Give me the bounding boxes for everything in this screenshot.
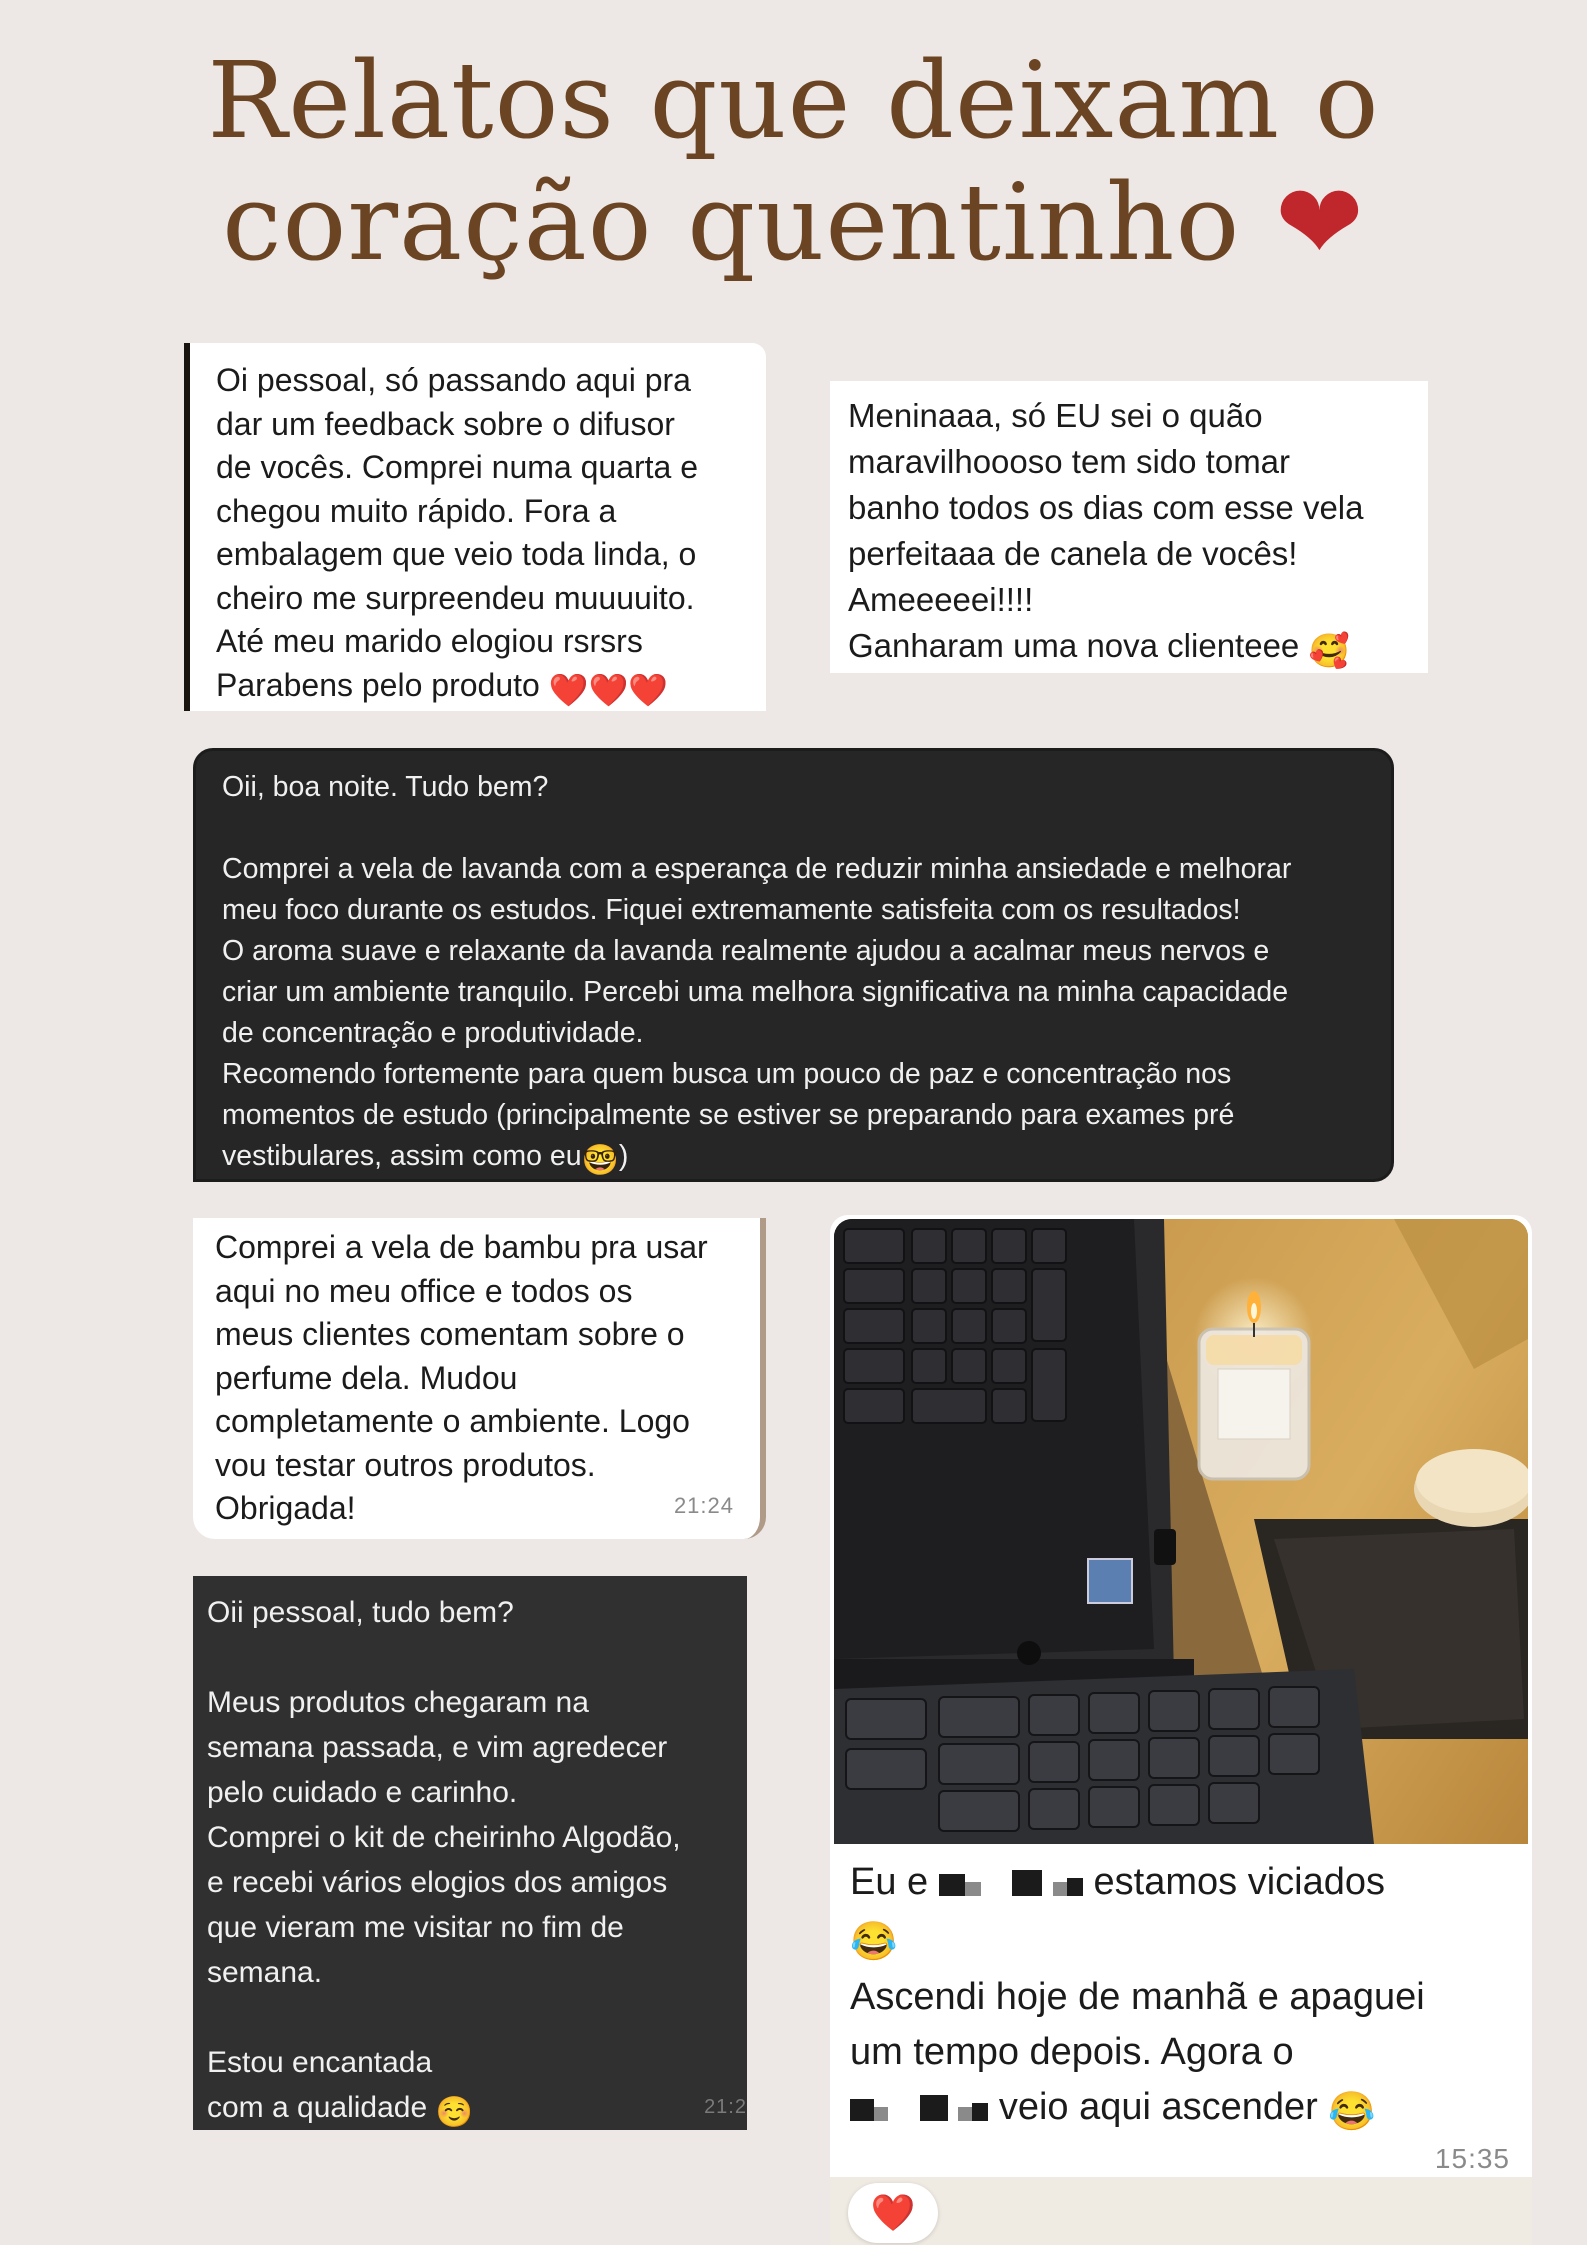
- title-line-2-text: coração quentinho: [222, 161, 1241, 284]
- testimonial-lavanda-close: ): [618, 1140, 629, 1172]
- nerd-face-emoji: 🤓: [581, 1144, 619, 1177]
- testimonial-lavanda-text: Oii, boa noite. Tudo bem? Comprei a vela de lavanda com a esperança de reduzir minha ansiedade e melhorar meu foco durante os estudos. Fiquei extremamente satisfeita com os resultados! O aroma suave e relaxante da lavanda realmente ajudou a acalmar meus nervos e criar um ambiente tranquilo. Percebi uma melhora significativa na minha capacidade de concentração e produtividade. Recomendo fortemente para quem busca um pouco de paz e concentração nos momentos de estudo (principalmente se estiver se preparando para exames pré vestibulares, assim como eu: [222, 771, 1292, 1172]
- testimonial-bambu-text: Comprei a vela de bambu pra usar aqui no meu office e todos os meus clientes comentam sobre o perfume dela. Mudou completamente o ambiente. Logo vou testar outros produtos. Obrigada!: [215, 1229, 708, 1526]
- smiling-face-emoji: ☺️: [435, 2096, 473, 2129]
- heart-icon: ❤: [1274, 161, 1365, 284]
- testimonial-bambu: [193, 1218, 766, 1539]
- heart-reaction-button[interactable]: ❤️: [848, 2183, 938, 2243]
- testimonial-algodao-text: Oii pessoal, tudo bem? Meus produtos chegaram na semana passada, e vim agredecer pelo cuidado e carinho. Comprei o kit de cheirinho Algodão, e recebi vários elogios dos amigos que vieram me visitar no fim de semana. Estou encantada com a qualidade: [207, 1596, 681, 2124]
- text-line-3: Ascendi hoje de manhã e apaguei: [850, 1976, 1425, 2018]
- line5-end: veio aqui ascender: [998, 2086, 1318, 2128]
- redacted-name: [958, 2107, 972, 2121]
- line1-start: Eu e: [850, 1861, 929, 1903]
- title-line-1: Relatos que deixam o: [207, 39, 1380, 162]
- testimonial-difusor: [184, 343, 766, 711]
- text-line-1: [850, 1855, 1520, 1910]
- redacted-name: [920, 2095, 948, 2121]
- smiling-hearts-emoji: 🥰: [1308, 632, 1350, 669]
- testimonial-difusor-text: Oi pessoal, só passando aqui pra dar um feedback sobre o difusor de vocês. Comprei numa quarta e chegou muito rápido. Fora a embalagem que veio toda linda, o cheiro me surpreendeu muuuuito. Até meu marido elogiou rsrsrs Parabens pelo produto: [216, 362, 699, 703]
- testimonial-canela: [830, 381, 1428, 673]
- testimonial-photo: [830, 1215, 1532, 2245]
- candle-photo: [834, 1219, 1528, 1844]
- redacted-name: [1067, 1878, 1083, 1896]
- title-line-2: [0, 162, 1587, 284]
- laughing-emoji: 😂: [850, 1921, 898, 1963]
- candle-desk-image: [834, 1219, 1528, 1844]
- testimonial-canela-text: Meninaaa, só EU sei o quão maravilhoooso tem sido tomar banho todos os dias com esse vela perfeitaaa de canela de vocês! Ameeeeei!!!! Ganharam uma nova clienteee: [848, 397, 1364, 664]
- testimonial-photo-text: [850, 1855, 1520, 2140]
- redacted-name: [1012, 1870, 1042, 1896]
- redacted-name: [939, 1874, 965, 1896]
- line1-end: estamos viciados: [1093, 1861, 1386, 1903]
- text-line-4: um tempo depois. Agora o: [850, 2031, 1294, 2073]
- redacted-name: [1053, 1882, 1067, 1896]
- testimonial-lavanda: [193, 748, 1394, 1182]
- redacted-name: [965, 1882, 981, 1896]
- redacted-name: [972, 2103, 988, 2121]
- laughing-emoji: 😂: [1328, 2091, 1376, 2133]
- redacted-name: [874, 2107, 888, 2121]
- redacted-name: [850, 2099, 874, 2121]
- message-time: 21:24: [673, 1492, 734, 1518]
- testimonial-algodao: [193, 1576, 747, 2130]
- text-line-5: [850, 2080, 1520, 2140]
- page-title: [0, 40, 1587, 284]
- red-hearts-emoji: ❤️❤️❤️: [548, 671, 669, 708]
- message-time-cut: 21:2: [704, 2096, 747, 2118]
- message-time: 15:35: [1434, 2143, 1510, 2174]
